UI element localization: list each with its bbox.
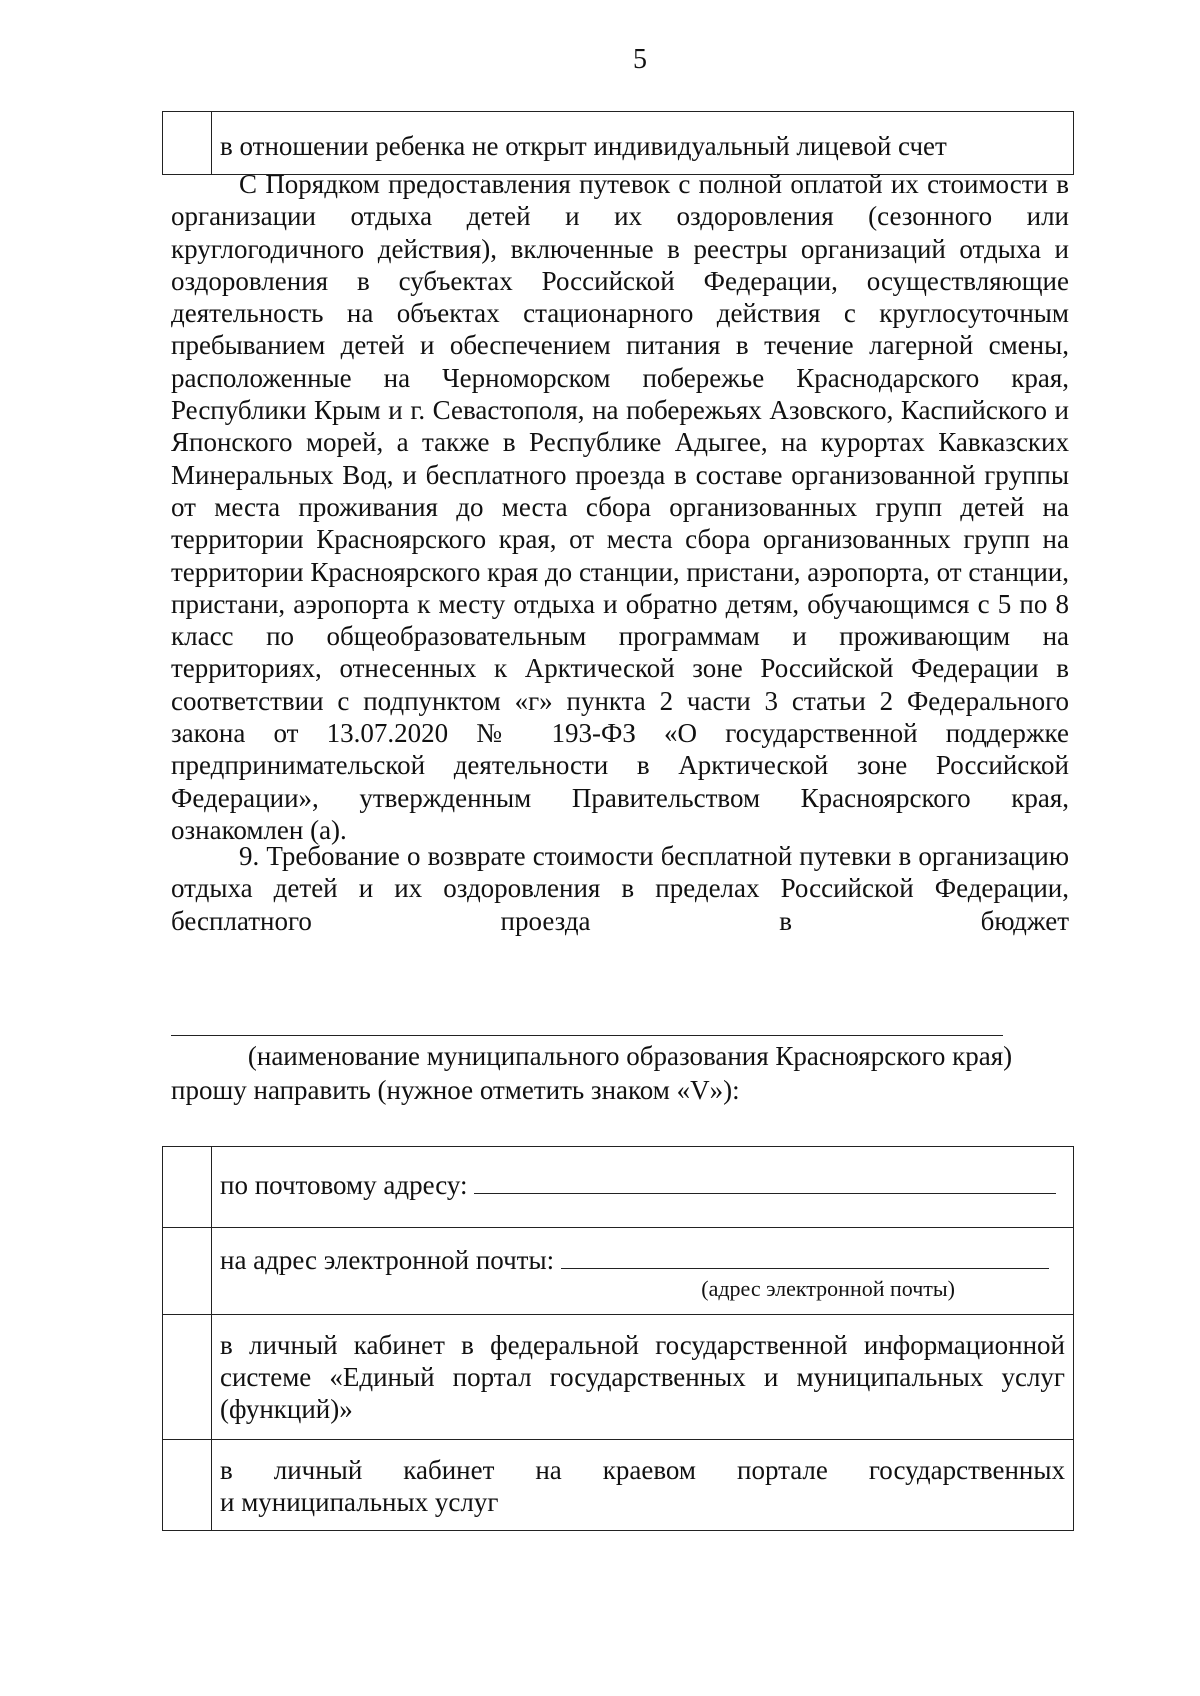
email-label: на адрес электронной почты:: [220, 1245, 555, 1275]
table-row: [163, 1147, 1074, 1228]
table-row: [163, 1228, 1074, 1315]
email-caption: (адрес электронной почты): [701, 1276, 955, 1301]
checkbox-postal[interactable]: [163, 1147, 212, 1228]
checkbox-cell[interactable]: [163, 112, 212, 175]
direction-prompt: прошу направить (нужное отметить знаком «V»):: [171, 1075, 740, 1105]
postal-label: по почтовому адресу:: [220, 1170, 468, 1200]
postal-option: [212, 1147, 1074, 1228]
email-address-field[interactable]: [561, 1242, 1049, 1269]
refund-request-paragraph: 9. Требование о возврате стоимости бесплатной путевки в организацию отдыха детей и их оздоровления в пределах Российской Федерации, бесплатного проезда в бюджет: [171, 841, 1069, 936]
postal-address-field[interactable]: [474, 1167, 1056, 1194]
checkbox-kray-portal[interactable]: [163, 1440, 212, 1531]
kray-portal-line-2: и муниципальных услуг: [220, 1487, 499, 1517]
kray-portal-line-1: в личный кабинет на краевом портале государственных: [220, 1455, 1065, 1485]
page-number: 5: [633, 44, 647, 75]
gosuslugi-option-text: в личный кабинет в федеральной государственной информационной системе «Единый портал государственных и муниципальных услуг (функций)»: [212, 1315, 1074, 1440]
table-row: [163, 112, 1074, 175]
delivery-options-table: [162, 1146, 1074, 1531]
email-option: [212, 1228, 1074, 1315]
account-status-table: [162, 111, 1074, 175]
municipality-blank-line[interactable]: [171, 1035, 1003, 1036]
checkbox-gosuslugi[interactable]: [163, 1315, 212, 1440]
kray-portal-option: [212, 1440, 1074, 1531]
table-row: [163, 1440, 1074, 1531]
account-not-opened-text: в отношении ребенка не открыт индивидуальный лицевой счет: [212, 112, 1074, 175]
table-row: [163, 1315, 1074, 1440]
procedure-acknowledgement-paragraph: С Порядком предоставления путевок с полной оплатой их стоимости в организации отдыха детей и их оздоровления (сезонного или круглогодичного действия), включенные в реестры организаций отдыха и оздоровления в субъектах Российской Федерации, осуществляющие деятельность на объектах стационарного действия с круглосуточным пребыванием детей и обеспечением питания в течение лагерной смены, расположенные на Черноморском побережье Краснодарского края, Республики Крым и г. Севастополя, на побережьях Азовского, Каспийского и Японского морей, а также в Республике Адыгее, на курортах Кавказских Минеральных Вод, и бесплатного проезда в составе организованной группы от места проживания до места сбора организованных групп детей на территории Красноярского края, от места сбора организованных групп на территории Красноярского края до станции, пристани, аэропорта, от станции, пристани, аэропорта к месту отдыха и обратно детям, обучающимся с 5 по 8 класс по общеобразовательным программам и проживающим на территориях, отнесенных к Арктической зоне Российской Федерации в соответствии с подпунктом «г» пункта 2 части 3 статьи 2 Федерального закона от 13.07.2020 № 193-ФЗ «О государственной поддержке предпринимательской деятельности в Арктической зоне Российской Федерации», утвержденным Правительством Красноярского края, ознакомлен (а).: [171, 169, 1069, 845]
checkbox-email[interactable]: [163, 1228, 212, 1315]
municipality-caption: (наименование муниципального образования Красноярского края): [247, 1041, 1013, 1071]
